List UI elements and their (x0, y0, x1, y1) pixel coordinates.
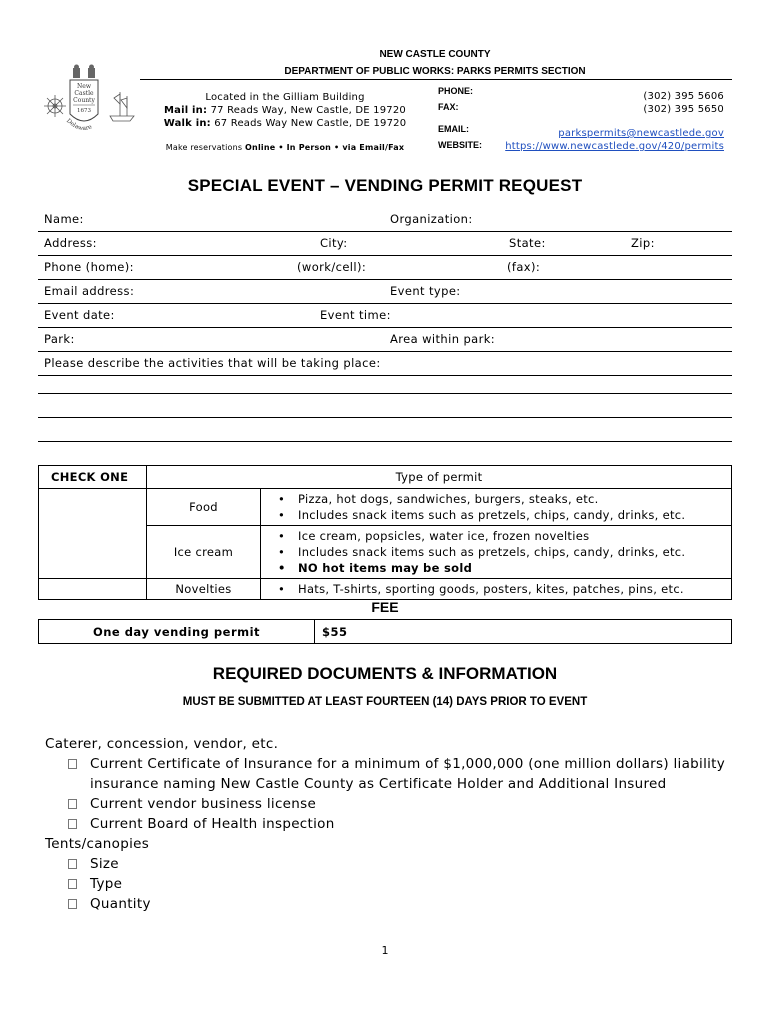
email-address-field[interactable]: Email address: (44, 284, 135, 298)
permit-category-food: Food (147, 489, 261, 526)
county-seal-logo (40, 64, 136, 144)
fee-title: FEE (371, 599, 399, 615)
walk-address (150, 117, 420, 131)
form-row-address (38, 232, 732, 256)
fax-field[interactable]: (fax): (507, 260, 541, 274)
form-row-park (38, 328, 732, 352)
city-field[interactable]: City: (320, 236, 348, 250)
item-health-inspection: Current Board of Health inspection (90, 816, 335, 832)
logo-year: 1673 (77, 108, 91, 114)
description-line-1[interactable] (38, 393, 732, 394)
event-type-field[interactable]: Event type: (390, 284, 461, 298)
website-label: WEBSITE: (438, 140, 482, 150)
description-line-3[interactable] (38, 441, 732, 442)
permit-table-header (39, 466, 732, 489)
reservation-methods (150, 143, 420, 152)
item-type: Type (90, 876, 123, 892)
checkbox[interactable] (68, 819, 77, 829)
form-row-event (38, 304, 732, 328)
fee-row (39, 620, 732, 644)
header-divider (140, 79, 732, 80)
required-documents-list (45, 734, 735, 914)
state-field[interactable]: State: (509, 236, 546, 250)
category-tents: Tents/canopies (45, 836, 150, 852)
walk-label: Walk in: (163, 118, 211, 129)
list-item: • Pizza, hot dogs, sandwiches, burgers, steaks, etc. (261, 491, 731, 507)
checkbox[interactable] (68, 859, 77, 869)
list-item (45, 894, 735, 914)
fee-label: One day vending permit (39, 620, 315, 644)
work-cell-field[interactable]: (work/cell): (297, 260, 367, 274)
county-name: NEW CASTLE COUNTY (379, 49, 491, 60)
list-item (45, 814, 735, 834)
form-row-phone (38, 256, 732, 280)
building-location: Located in the Gilliam Building (205, 92, 365, 103)
checkbox[interactable] (68, 899, 77, 909)
logo-arc-text: Delaware (64, 117, 93, 133)
park-field[interactable]: Park: (44, 332, 75, 346)
organization-field[interactable]: Organization: (390, 212, 473, 226)
category-caterer: Caterer, concession, vendor, etc. (45, 736, 279, 752)
check-one-header: CHECK ONE (39, 466, 147, 489)
permit-row-novelties (39, 579, 732, 600)
required-documents-subtitle: MUST BE SUBMITTED AT LEAST FOURTEEN (14) DAYS PRIOR TO EVENT (182, 696, 588, 708)
item-insurance: Current Certificate of Insurance for a minimum of $1,000,000 (one million dollars) liability insurance naming New Castle County as Certificate Holder and Additional Insured (90, 756, 726, 792)
list-item: • NO hot items may be sold (261, 560, 731, 576)
permit-row-food (39, 489, 732, 526)
reservation-options: Online • In Person • via Email/Fax (245, 143, 405, 152)
permit-category-ice-cream: Ice cream (147, 526, 261, 579)
form-row-describe (38, 352, 732, 376)
zip-field[interactable]: Zip: (631, 236, 655, 250)
phone-home-field[interactable]: Phone (home): (44, 260, 134, 274)
item-size: Size (90, 856, 119, 872)
type-of-permit-header: Type of permit (147, 466, 732, 489)
mail-value: 77 Reads Way, New Castle, DE 19720 (207, 105, 406, 116)
list-item (45, 754, 735, 794)
area-within-park-field[interactable]: Area within park: (390, 332, 496, 346)
website-link[interactable]: https://www.newcastlede.gov/420/permits (505, 141, 724, 152)
permit-items-ice-cream (261, 526, 732, 579)
phone-label: PHONE: (438, 86, 474, 96)
list-item (45, 854, 735, 874)
item-vendor-license: Current vendor business license (90, 796, 317, 812)
permit-type-table (38, 465, 732, 600)
list-item (45, 794, 735, 814)
permit-category-novelties: Novelties (147, 579, 261, 600)
reservation-prefix: Make reservations (165, 143, 246, 152)
permit-items-food (261, 489, 732, 526)
description-line-2[interactable] (38, 417, 732, 418)
list-item: • Ice cream, popsicles, water ice, frozen novelties (261, 528, 731, 544)
logo-text-new: New (77, 83, 91, 90)
check-cell-novelties[interactable] (39, 579, 147, 600)
event-time-field[interactable]: Event time: (320, 308, 391, 322)
email-label: EMAIL: (438, 124, 469, 134)
form-row-email (38, 280, 732, 304)
checkbox[interactable] (68, 759, 77, 769)
name-field[interactable]: Name: (44, 212, 84, 226)
list-item (45, 874, 735, 894)
list-item: • Hats, T-shirts, sporting goods, posters, kites, patches, pins, etc. (261, 581, 731, 597)
mail-label: Mail in: (164, 105, 208, 116)
fax-number: (302) 395 5650 (643, 104, 724, 115)
fax-label: FAX: (438, 102, 459, 112)
required-documents-title: REQUIRED DOCUMENTS & INFORMATION (212, 664, 558, 683)
list-item: • Includes snack items such as pretzels, chips, candy, drinks, etc. (261, 544, 731, 560)
list-item: • Includes snack items such as pretzels, chips, candy, drinks, etc. (261, 507, 731, 523)
item-quantity: Quantity (90, 896, 151, 912)
form-row-name (38, 208, 732, 232)
logo-text-castle: Castle (74, 90, 94, 97)
checkbox[interactable] (68, 879, 77, 889)
mail-address (150, 104, 420, 118)
page-number: 1 (381, 944, 389, 957)
permit-items-novelties (261, 579, 732, 600)
fee-table (38, 619, 732, 644)
checkbox[interactable] (68, 799, 77, 809)
check-column[interactable] (39, 489, 147, 579)
phone-number: (302) 395 5606 (643, 91, 724, 102)
form-title: SPECIAL EVENT – VENDING PERMIT REQUEST (187, 176, 583, 195)
email-link[interactable]: parkspermits@newcastlede.gov (558, 128, 724, 139)
walk-value: 67 Reads Way New Castle, DE 19720 (210, 118, 407, 129)
department-name: DEPARTMENT OF PUBLIC WORKS: PARKS PERMITS SECTION (284, 66, 586, 77)
address-field[interactable]: Address: (44, 236, 97, 250)
event-date-field[interactable]: Event date: (44, 308, 115, 322)
fee-amount: $55 (315, 620, 732, 644)
activities-description-field[interactable]: Please describe the activities that will be taking place: (44, 356, 381, 370)
logo-text-county: County (73, 97, 95, 104)
